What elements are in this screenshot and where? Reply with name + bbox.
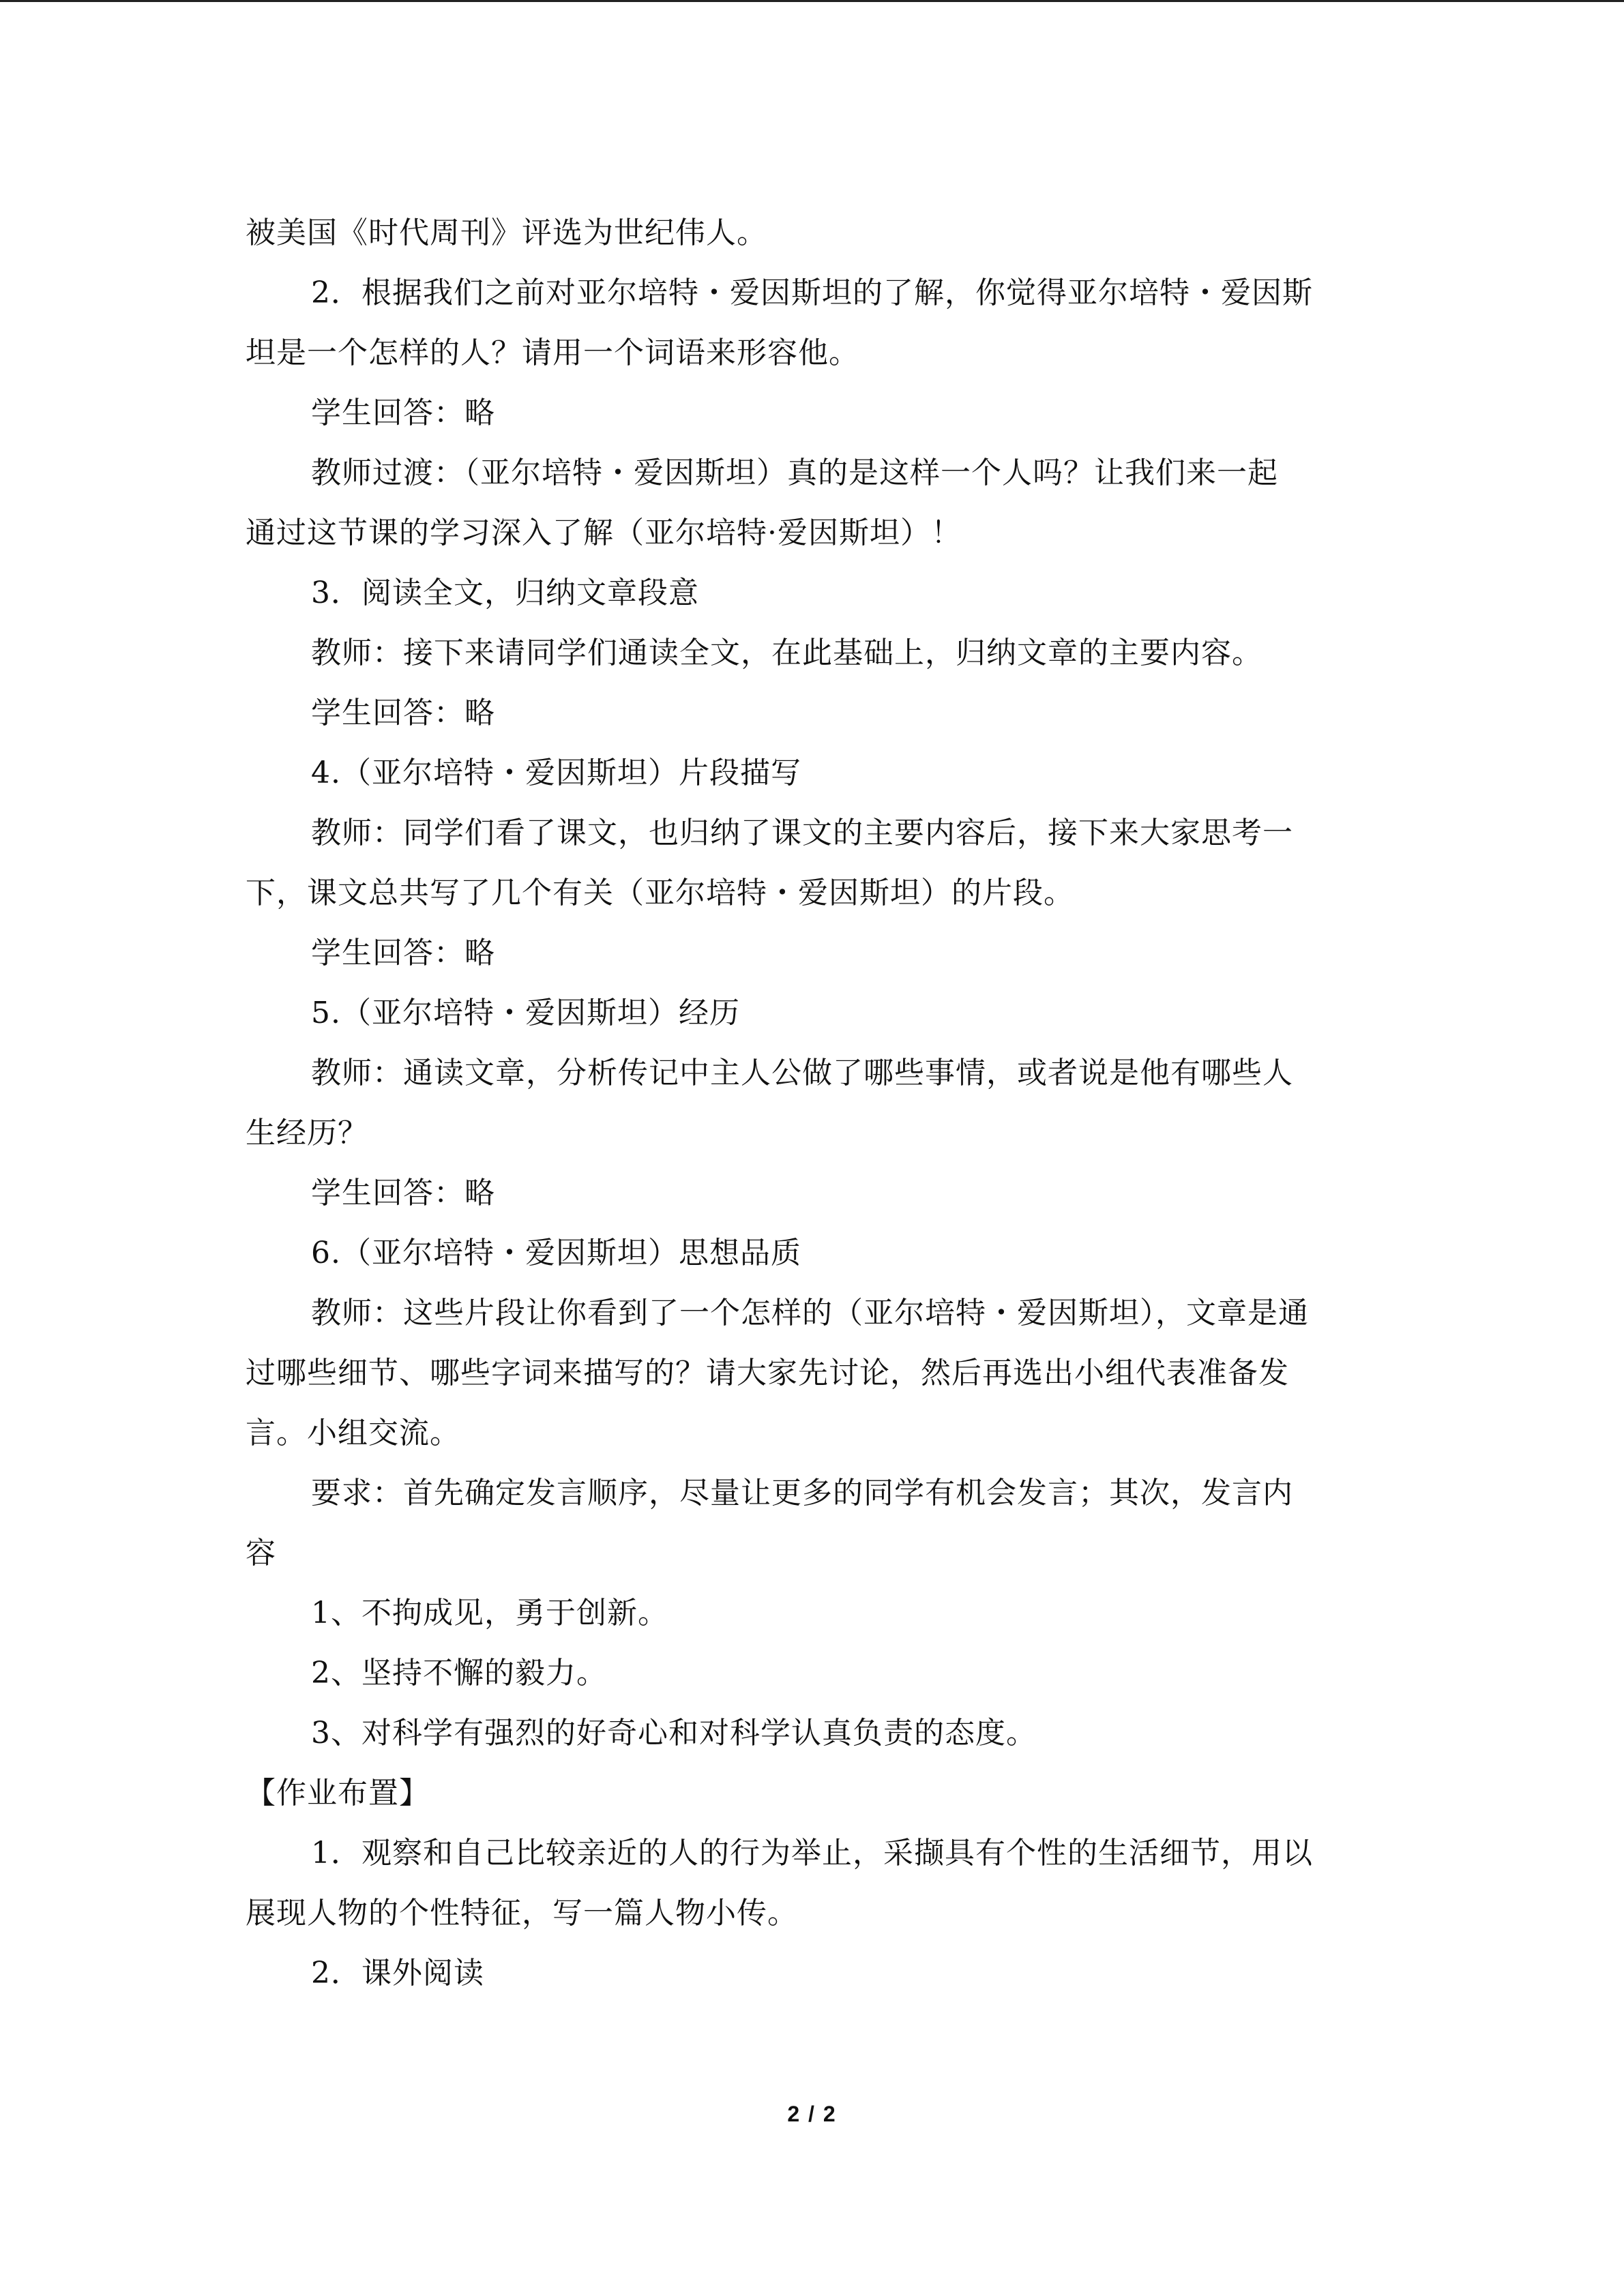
page-number: 2 / 2 <box>787 2102 837 2126</box>
text-line: 言。小组交流。 <box>246 1416 460 1450</box>
top-border-line <box>0 0 1624 2</box>
teacher-prompt: 教师：同学们看了课文，也归纳了课文的主要内容后，接下来大家思考一 <box>311 816 1293 850</box>
teacher-transition: 教师过渡：（亚尔培特・爱因斯坦）真的是这样一个人吗？让我们来一起 <box>311 456 1278 490</box>
student-answer: 学生回答：略 <box>311 1176 495 1210</box>
homework-item-2: 2．课外阅读 <box>311 1956 484 1991</box>
step-5-heading: 5.（亚尔培特・爱因斯坦）经历 <box>311 996 740 1030</box>
teacher-prompt: 教师：通读文章，分析传记中主人公做了哪些事情，或者说是他有哪些人 <box>311 1056 1293 1090</box>
student-answer: 学生回答：略 <box>311 396 495 430</box>
text-line: 容 <box>246 1536 276 1570</box>
text-line: 过哪些细节、哪些字词来描写的？请大家先讨论，然后再选出小组代表准备发 <box>246 1356 1289 1390</box>
text-line: 通过这节课的学习深入了解（亚尔培特·爱因斯坦）！ <box>246 516 962 550</box>
requirement: 要求：首先确定发言顺序，尽量让更多的同学有机会发言；其次，发言内 <box>311 1476 1293 1510</box>
homework-item-1: 1．观察和自己比较亲近的人的行为举止，采撷具有个性的生活细节，用以 <box>311 1836 1313 1870</box>
student-answer: 学生回答：略 <box>311 696 495 730</box>
text-line: 被美国《时代周刊》评选为世纪伟人。 <box>246 215 767 250</box>
list-item: 2、坚持不懈的毅力。 <box>311 1656 607 1690</box>
list-item: 1、不拘成见，勇于创新。 <box>311 1596 668 1630</box>
homework-heading: 【作业布置】 <box>246 1776 430 1810</box>
step-4-heading: 4.（亚尔培特・爱因斯坦）片段描写 <box>311 756 801 790</box>
list-item: 3、对科学有强烈的好奇心和对科学认真负责的态度。 <box>311 1716 1037 1750</box>
text-line: 下，课文总共写了几个有关（亚尔培特・爱因斯坦）的片段。 <box>246 876 1074 910</box>
text-line: 展现人物的个性特征，写一篇人物小传。 <box>246 1896 798 1930</box>
student-answer: 学生回答：略 <box>311 936 495 970</box>
teacher-prompt: 教师：这些片段让你看到了一个怎样的（亚尔培特・爱因斯坦），文章是通 <box>311 1296 1309 1330</box>
text-line: 坦是一个怎样的人？请用一个词语来形容他。 <box>246 336 859 370</box>
question-2: 2．根据我们之前对亚尔培特・爱因斯坦的了解，你觉得亚尔培特・爱因斯 <box>311 275 1313 310</box>
step-3-heading: 3．阅读全文，归纳文章段意 <box>311 576 699 610</box>
teacher-prompt: 教师：接下来请同学们通读全文，在此基础上，归纳文章的主要内容。 <box>311 636 1263 670</box>
step-6-heading: 6.（亚尔培特・爱因斯坦）思想品质 <box>311 1236 801 1270</box>
document-body <box>246 203 1381 2003</box>
text-line: 生经历？ <box>246 1116 368 1150</box>
